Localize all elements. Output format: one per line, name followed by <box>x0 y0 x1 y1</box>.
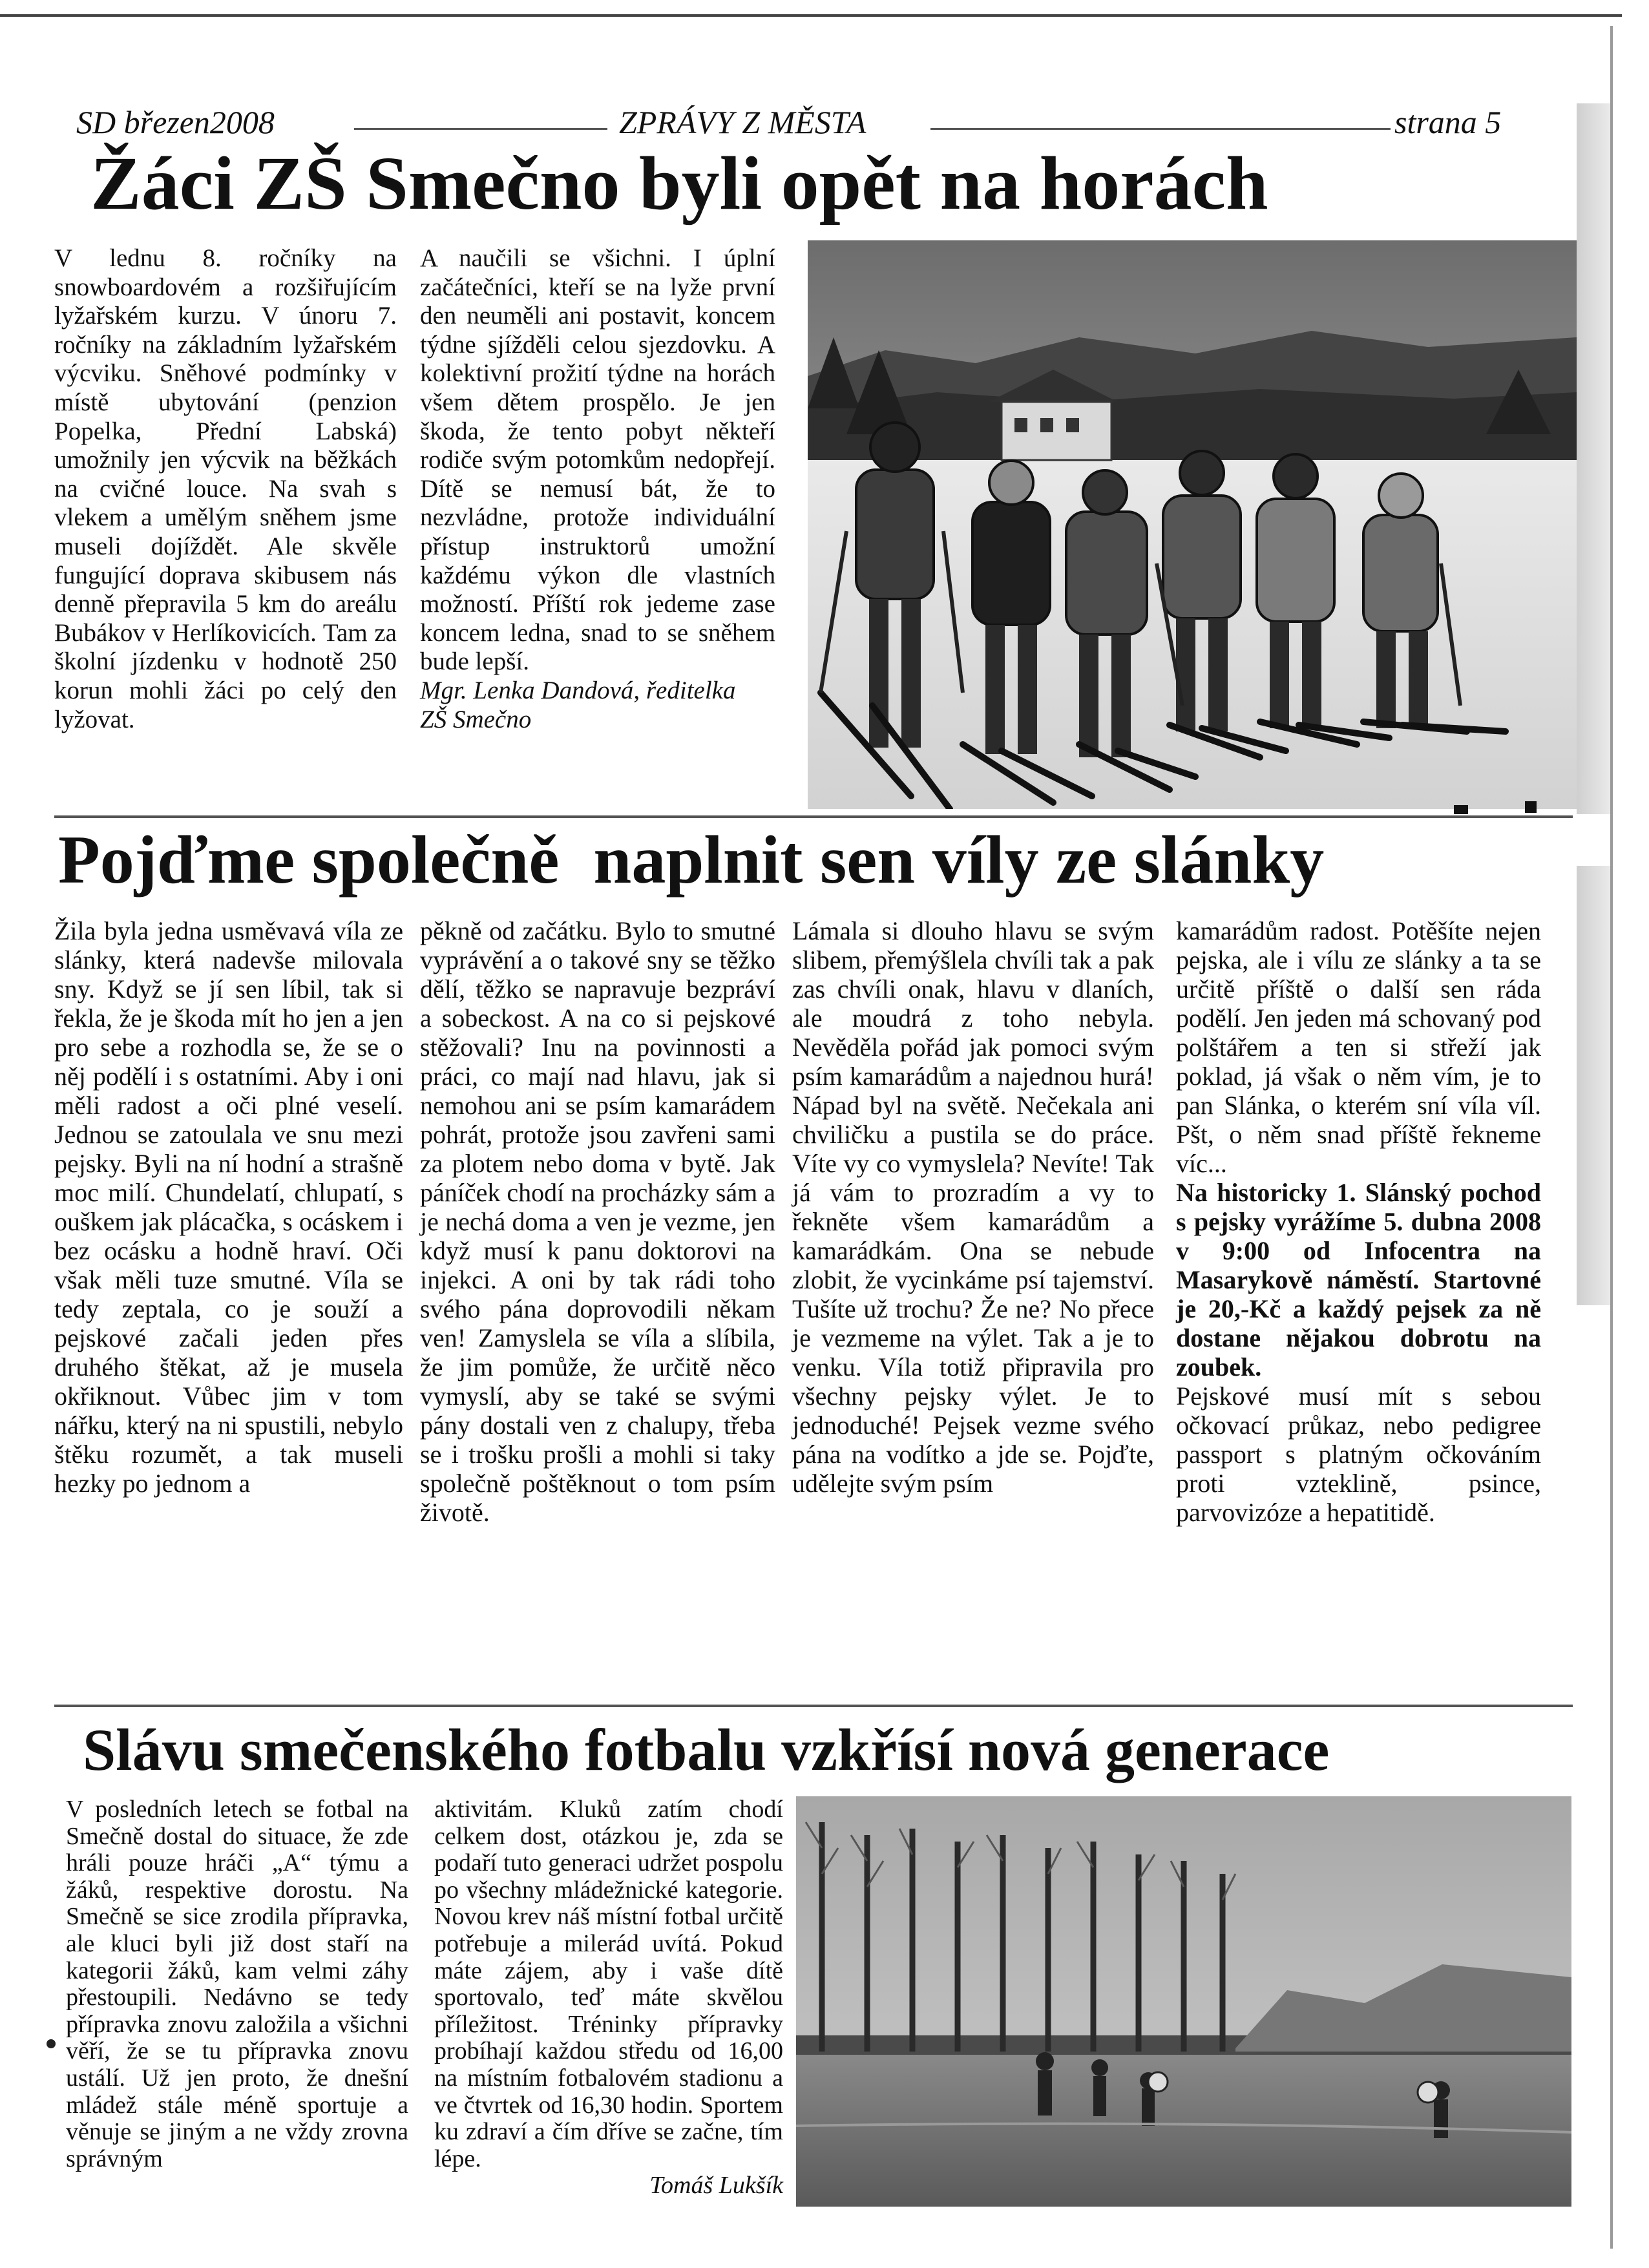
separator-2 <box>54 1705 1573 1707</box>
article2-text-3: Lámala si dlouho hlavu se svým slibem, přemýšlela chvíli tak a pak zas chvíli onak, hlavu v dlaních, ale moudrá z toho nebyla. Nevěděla pořád jak pomoci svým psím kamarádům a najednou hurá! Nápad byl na světě. Nečekala ani chviličku a pustila se do práce. Víte vy co vymyslela? Nevíte! Tak já vám to prozradím a vy to řekněte všem kamarádům a kamarádkám. Ona se nebude zlobit, že vycinkáme psí tajemství. Tušíte už trochu? Že ne? No přece je vezmeme na výlet. Tak a je to venku. Víla totiž připravila pro všechny pejsky výlet. Je to jednoduché! Pejsek vezme svého pána na vodítko a jde se. Pojďte, udělejte svým psím <box>792 916 1154 1498</box>
header-page-number: strana 5 <box>1394 104 1502 140</box>
article2-text-1: Žila byla jedna usměvavá víla ze slánky, která nadevše milovala sny. Když se jí sen líbil, tak si řekla, že je škoda mít ho jen a jen pro sebe a rozhodla se, že se o něj podělí i s ostatními. Aby i oni měli radost a oči plné veselí. Jednou se zatoulala ve snu mezi pejsky. Byli na ní hodní a strašně moc milí. Chundelatí, chlupatí, s ouškem jak plácačka, s ocáskem i bez ocásku a hodně hraví. Oči však měli tuze smutné. Víla se tedy zeptala, co je souží a pejskové začali jeden přes druhého štěkat, až je musela okřiknout. Vůbec jim v tom nářku, který na ni spustili, nebylo štěku rozumět, a tak museli hezky po jednom a <box>54 916 403 1498</box>
article2-headline: Pojďme společně naplnit sen víly ze slánky <box>58 822 1325 898</box>
article2-column-2 <box>420 916 775 1527</box>
article2-column-1 <box>54 916 403 1498</box>
article1-text-1: V lednu 8. ročníky na snowboardovém a rozšiřujícím lyžařském kurzu. V únoru 7. ročníky na základním lyžařském výcviku. Sněhové podmínky v místě ubytování (penzion Popelka, Přední Labská) umožnily jen výcvik na běžkách na cvičné louce. Na svah s vlekem a umělým sněhem jsme museli dojíždět. Ale skvěle fungující doprava skibusem nás denně přepravila 5 km do areálu Bubákov v Herlíkovicích. Tam za školní jízdenku v hodnotě 250 korun mohli žáci po celý den lyžovat. <box>54 244 397 733</box>
page-right-edge <box>1610 26 1613 2249</box>
article2-column-3 <box>792 916 1154 1498</box>
header-issue: SD březen2008 <box>76 104 275 140</box>
separator-1 <box>54 815 1573 818</box>
adjacent-page-strip-2 <box>1577 866 1610 1305</box>
article2-event-info: Na historicky 1. Slánský pochod s pejsky vyrážíme 5. dubna 2008 v 9:00 od Infocentra na Masarykově náměstí. Startovné je 20,-Kč a každý pejsek za ně dostane nějakou dobrotu na zoubek. <box>1176 1178 1541 1381</box>
article2-text-2: pěkně od začátku. Bylo to smutné vyprávění a o takové sny se těžko dělí, těžko se napravuje bezpráví a sobeckost. A na co si pejskové stěžovali? Inu na povinnosti a práci, co mají nad hlavu, jak si nemohou ani se psím kamarádem pohrát, protože jsou zavřeni sami za plotem nebo doma v bytě. Jak páníček chodí na procházky sám a je nechá doma a ven je vezme, jen když musí k panu doktorovi na injekci. A oni by tak rádi toho svého pána doprovodili někam ven! Zamyslela se víla a slíbila, že jim pomůže, že určitě něco vymyslí, aby se také se svými pány dostali ven z chalupy, třeba se i trošku prošli a mohli si taky společně poštěknout o tom psím životě. <box>420 916 775 1527</box>
article1-signature-school: ZŠ Smečno <box>420 705 532 733</box>
adjacent-page-strip <box>1577 103 1610 814</box>
bullet-dot <box>47 2039 56 2048</box>
separator-mark-2 <box>1525 801 1537 813</box>
article3-author: Tomáš Lukšík <box>649 2172 783 2200</box>
article3-column-2 <box>434 1796 783 2200</box>
article1-column-1 <box>54 244 397 734</box>
article2-text-4: kamarádům radost. Potěšíte nejen pejska, ale i vílu ze slánky a ta se určitě příště o další sen ráda podělí. Jen jeden má schovaný pod polštářem a ten si střeží jak poklad, já však o něm vím, je to pan Slánka, o kterém sní víla víl. Pšt, o něm snad příště řekneme víc... <box>1176 916 1541 1178</box>
article1-column-2 <box>420 244 775 734</box>
football-field-photo <box>796 1796 1571 2207</box>
ski-group-photo <box>808 240 1577 809</box>
article3-text-1: V posledních letech se fotbal na Smečně dostal do situace, že zde hráli pouze hráči „A“ týmu a žáků, respektive dorostu. Na Smečně se sice zrodila přípravka, ale kluci byli již dost staří na kategorii žáků, kam velmi záhy přestoupili. Nedávno se tedy přípravka znovu založila a všichni věří, že se tu přípravka znovu ustálí. Už jen proto, že dnešní mládež stále méně sportuje a věnuje se jiným a ne vždy zrovna správným <box>66 1796 408 2172</box>
header-section: ZPRÁVY Z MĚSTA <box>619 104 867 140</box>
article3-text-2: aktivitám. Kluků zatím chodí celkem dost, otázkou je, zda se podaří tuto generaci udržet pospolu po všechny mládežnické kategorie. Novou krev náš místní fotbal určitě potřebuje a milerád uvítá. Pokud máte zájem, aby i vaše dítě sportovalo, teď máte skvělou příležitost. Tréninky přípravky probíhají každou středu od 16,00 na místním fotbalovém stadionu a ve čtvrtek od 16,30 hodin. Sportem ku zdraví a čím dříve se začne, tím lépe. <box>434 1796 783 2172</box>
article3-column-1 <box>66 1796 408 2172</box>
header-rule-left <box>354 128 607 130</box>
article2-column-4 <box>1176 916 1541 1527</box>
article1-signature: Mgr. Lenka Dandová, ředitelka <box>420 676 736 704</box>
page-top-line <box>0 14 1622 17</box>
article1-headline: Žáci ZŠ Smečno byli opět na horách <box>90 141 1268 226</box>
separator-mark <box>1454 805 1468 814</box>
article2-requirements: Pejskové musí mít s sebou očkovací průkaz, nebo pedigree passport s platným očkováním proti vzteklině, psince, parvovizóze a hepatitidě. <box>1176 1381 1541 1527</box>
article1-text-2: A naučili se všichni. I úplní začátečníci, kteří se na lyže první den neuměli ani postavit, koncem týdne sjížděli celou sjezdovku. A kolektivní prožití týdne na horách všem dětem prospělo. Je jen škoda, že tento pobyt někteří rodiče svým potomkům nedopřejí. Dítě se nemusí bát, že to nezvládne, protože individuální přístup instruktorů umožní každému výkon dle vlastních možností. Příští rok jedeme zase koncem ledna, snad to se sněhem bude lepší. <box>420 244 775 676</box>
header-rule-right <box>930 128 1391 130</box>
article3-headline: Slávu smečenského fotbalu vzkřísí nová generace <box>83 1717 1330 1783</box>
